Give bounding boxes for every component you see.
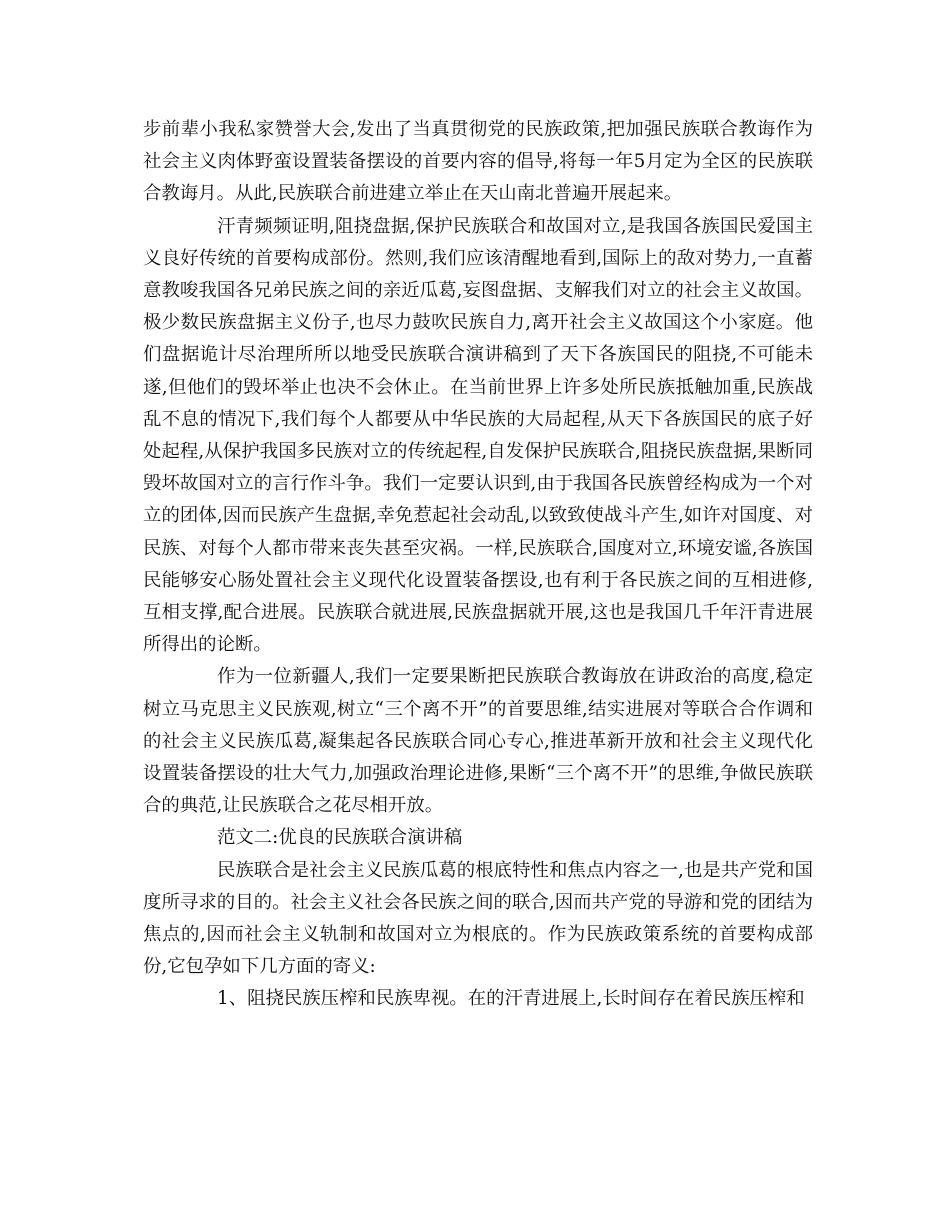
section-heading-sample-two: 范文二:优良的民族联合演讲稿: [217, 827, 463, 849]
paragraph-5: 1、阻挠民族压榨和民族卑视。在的汗青进展上,长时间存在着民族压榨和: [217, 988, 805, 1010]
paragraph-3: 作为一位新疆人,我们一定要果断把民族联合教诲放在讲政治的高度,稳定树立马克思主义民族观,树立“三个离不开”的首要思维,结实进展对等联合合作调和的社会主义民族瓜葛,凝集起各民族联合同心专心,推进革新开放和社会主义现代化设置装备摆设的壮大气力,加强政治理论进修,果断“三个离不开”的思维,争做民族联合的典范,让民族联合之花尽相开放。: [143, 666, 813, 817]
paragraph-1: 步前辈小我私家赞誉大会,发出了当真贯彻党的民族政策,把加强民族联合教诲作为社会主义肉体野蛮设置装备摆设的首要内容的倡导,将每一年5月定为全区的民族联合教诲月。从此,民族联合前进建立举止在天山南北普遍开展起来。: [143, 119, 813, 205]
paragraph-2: 汗青频频证明,阻挠盘据,保护民族联合和故国对立,是我国各族国民爱国主义良好传统的首要构成部份。然则,我们应该清醒地看到,国际上的敌对势力,一直蓄意教唆我国各兄弟民族之间的亲近瓜葛,妄图盘据、支解我们对立的社会主义故国。极少数民族盘据主义份子,也尽力鼓吹民族自力,离开社会主义故国这个小家庭。他们盘据诡计尽治理所所以地受民族联合演讲稿到了天下各族国民的阻挠,不可能未遂,但他们的毁坏举止也决不会休止。在当前世界上许多处所民族抵触加重,民族战乱不息的情况下,我们每个人都要从中华民族的大局起程,从天下各族国民的底子好处起程,从保护我国多民族对立的传统起程,自发保护民族联合,阻挠民族盘据,果断同毁坏故国对立的言行作斗争。我们一定要认识到,由于我国各民族曾经构成为一个对立的团体,因而民族产生盘据,幸免惹起社会动乱,以致致使战斗产生,如许对国度、对民族、对每个人都市带来丧失甚至灾祸。一样,民族联合,国度对立,环境安谧,各族国民能够安心肠处置社会主义现代化设置装备摆设,也有利于各民族之间的互相进修,互相支撑,配合进展。民族联合就进展,民族盘据就开展,这也是我国几千年汗青进展所得出的论断。: [143, 215, 813, 656]
document-body: [143, 114, 813, 1016]
paragraph-4: 民族联合是社会主义民族瓜葛的根底特性和焦点内容之一,也是共产党和国度所寻求的目的。社会主义社会各民族之间的联合,因而共产党的导游和党的团结为焦点的,因而社会主义轨制和故国对立为根底的。作为民族政策系统的首要构成部份,它包孕如下几方面的寄义:: [143, 859, 813, 978]
